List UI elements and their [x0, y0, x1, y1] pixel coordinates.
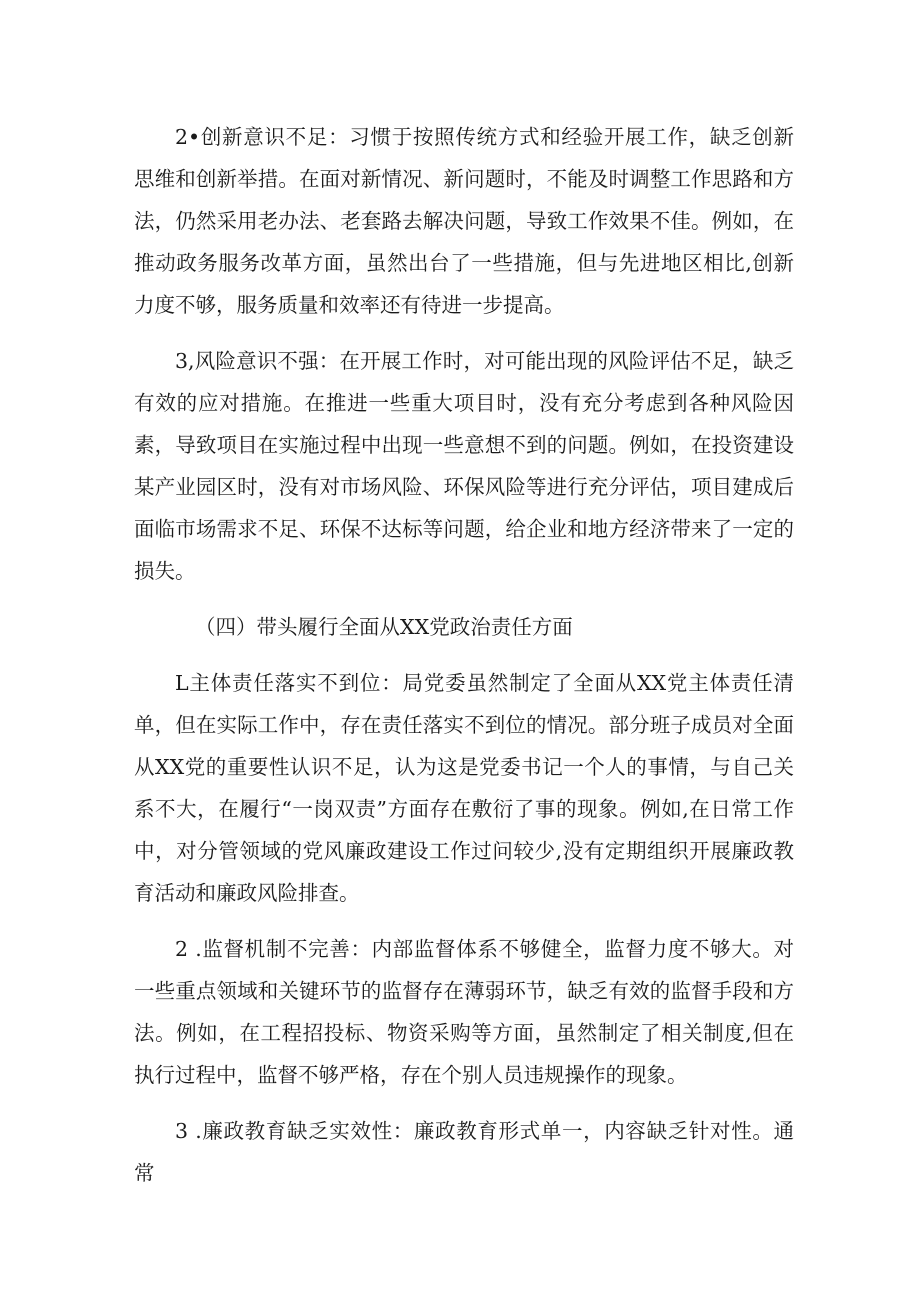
paragraph-risk-awareness: 3,风险意识不强：在开展工作时，对可能出现的风险评估不足，缺乏有效的应对措施。在推进一些重大项目时，没有充分考虑到各种风险因素，导致项目在实施过程中出现一些意想不到的问题。例如，在投资建设某产业园区时，没有对市场风险、环保风险等进行充分评估，项目建成后面临市场需求不足、环保不达标等问题，给企业和地方经济带来了一定的损失。: [134, 349, 794, 583]
paragraph-main-responsibility: L主体责任落实不到位：局党委虽然制定了全面从XX党主体责任清单，但在实际工作中，存在责任落实不到位的情况。部分班子成员对全面从XX党的重要性认识不足，认为这是党委书记一个人的事情，与自己关系不大，在履行“一岗双责”方面存在敷衍了事的现象。例如,在日常工作中，对分管领域的党风廉政建设工作过问较少,没有定期组织开展廉政教育活动和廉政风险排查。: [134, 671, 794, 905]
paragraph-supervision-mechanism: 2 .监督机制不完善：内部监督体系不够健全，监督力度不够大。对一些重点领域和关键环节的监督存在薄弱环节，缺乏有效的监督手段和方法。例如，在工程招投标、物资采购等方面，虽然制定了相关制度,但在执行过程中，监督不够严格，存在个别人员违规操作的现象。: [134, 937, 794, 1087]
document-body: [134, 116, 794, 1194]
paragraph-integrity-education: 3 .廉政教育缺乏实效性：廉政教育形式单一，内容缺乏针对性。通常: [134, 1119, 794, 1185]
section-heading-political-responsibility: （四）带头履行全面从XX党政治责任方面: [195, 615, 573, 639]
paragraph-innovation-awareness: 2•创新意识不足：习惯于按照传统方式和经验开展工作，缺乏创新思维和创新举措。在面对新情况、新问题时，不能及时调整工作思路和方法，仍然采用老办法、老套路去解决问题，导致工作效果不佳。例如，在推动政务服务改革方面，虽然出台了一些措施，但与先进地区相比,创新力度不够，服务质量和效率还有待进一步提高。: [134, 125, 794, 317]
